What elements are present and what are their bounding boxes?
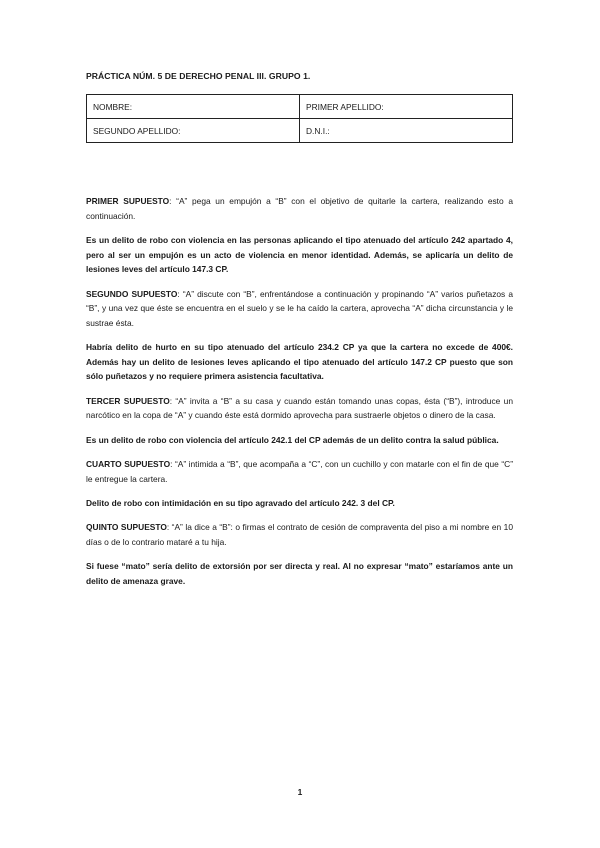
form-row	[87, 119, 513, 143]
dni-field[interactable]: D.N.I.:	[300, 119, 513, 143]
question-paragraph	[86, 457, 513, 486]
question-text: : “A” invita a “B” a su casa y cuando están tomando unas copas, ésta (“B”), introduce un narcótico en la copa de “A” y cuando éste está dormido aprovecha para sustraerle objetos o dinero de la casa.	[86, 395, 513, 421]
question-text: : “A” intimida a “B”, que acompaña a “C”, con un cuchillo y con matarle con el fin de que “C” le entregue la cartera.	[86, 459, 513, 484]
document-title: PRÁCTICA NÚM. 5 DE DERECHO PENAL III. GRUPO 1.	[86, 71, 311, 81]
nombre-field[interactable]: NOMBRE:	[87, 95, 300, 119]
form-row	[87, 95, 513, 119]
question-text: : “A” pega un empujón a “B” con el objetivo de quitarle la cartera, realizando esto a continuación.	[86, 196, 513, 221]
student-info-form	[86, 94, 513, 143]
question-label: PRIMER SUPUESTO	[86, 196, 170, 206]
primer-apellido-field[interactable]: PRIMER APELLIDO:	[300, 95, 513, 119]
question-label: QUINTO SUPUESTO	[86, 522, 167, 533]
question-label: CUARTO SUPUESTO	[86, 459, 171, 470]
question-paragraph	[86, 520, 513, 549]
question-paragraph	[86, 194, 513, 223]
segundo-apellido-field[interactable]: SEGUNDO APELLIDO:	[87, 119, 300, 143]
question-text: : “A” la dice a “B”: o firmas el contrato de cesión de compraventa del piso a mi nombre en 10 días o de lo contrario mataré a tu hija.	[86, 522, 513, 548]
question-label: SEGUNDO SUPUESTO	[86, 288, 178, 299]
page-number: 1	[297, 787, 303, 797]
answer-paragraph: Delito de robo con intimidación en su tipo agravado del artículo 242. 3 del CP.	[86, 498, 395, 509]
answer-paragraph: Es un delito de robo con violencia en las personas aplicando el tipo atenuado del artículo 242 apartado 4, pero al ser un empujón es un acto de violencia en menor identidad. Además, se aplicaría un delito de lesiones leves del artículo 147.3 CP.	[86, 234, 513, 275]
question-text: : “A” discute con “B”, enfrentándose a continuación y propinando “A” varios puñetazos a “B”, y una vez que éste se encuentra en el suelo y se le ha caído la cartera, aprovecha “A” dicha circunstancia y le sustrae ésta.	[86, 288, 514, 328]
answer-paragraph: Si fuese “mato” sería delito de extorsión por ser directa y real. Al no expresar “mato” estaríamos ante un delito de amenaza grave.	[86, 561, 513, 587]
question-paragraph	[86, 394, 513, 423]
answer-paragraph: Habría delito de hurto en su tipo atenuado del artículo 234.2 CP ya que la cartera no excede de 400€. Además hay un delito de lesiones leves aplicando el tipo atenuado del artículo 147.2 CP puesto que son sólo puñetazos y no requiere primera asistencia facultativa.	[86, 342, 513, 382]
question-paragraph	[86, 287, 513, 331]
question-label: TERCER SUPUESTO	[86, 395, 170, 406]
answer-paragraph: Es un delito de robo con violencia del artículo 242.1 del CP además de un delito contra la salud pública.	[86, 434, 499, 445]
document-body	[86, 194, 513, 598]
